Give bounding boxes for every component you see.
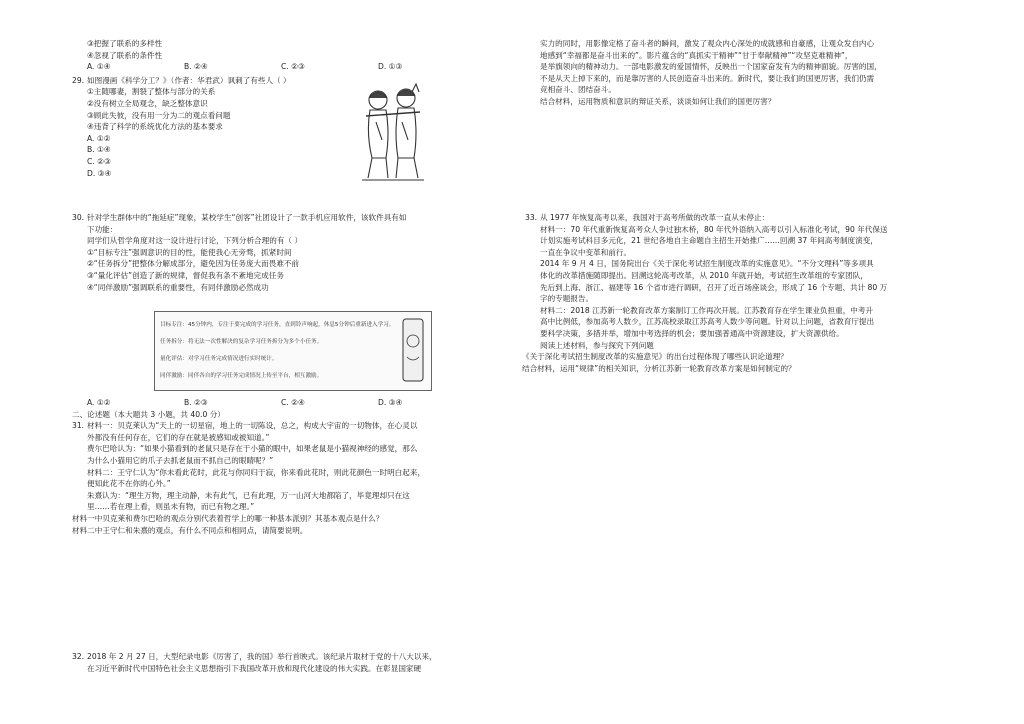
choice-b[interactable]: B. ①④: [87, 145, 111, 155]
choice-d[interactable]: D. ③④: [378, 398, 403, 407]
q33-line-7: 字的专题报告。: [540, 294, 594, 304]
question-stem: 如图漫画《科学分工？》（作者：华君武）讽刺了有些人（ ）: [87, 75, 291, 85]
q31-line-4: 为什么小猫用它的爪子去抓老鼠而不抓自己的眼睛呢？”: [87, 455, 274, 465]
q29-item-3: ③顾此失彼，没有用一分为二的观点看问题: [87, 110, 231, 120]
phone-illustration: [401, 317, 425, 383]
q31-line-7: 朱熹认为：“理生万物，理主动静，未有此气，已有此理，万一山河大地都陷了，毕竟理却只在这: [87, 490, 410, 500]
q33-stem: 从 1977 年恢复高考以来，我国对于高考所做的改革一直从未停止：: [540, 213, 770, 222]
q31-line-2: 外都没有任何存在，它们的存在就是被感知或被知道。”: [87, 432, 270, 442]
q30-item-4: ④“同伴激励”强调联系的重要性，有同伴激励必然成功: [87, 282, 269, 292]
q31-line-5: 材料二：王守仁认为“你未看此花时，此花与你同归于寂，你来看此花时，则此花颜色一时明白起来，: [87, 467, 426, 477]
q31-ask-2: 材料二中王守仁和朱熹的观点，有什么不同点和相同点，请简要说明。: [72, 525, 308, 535]
q28-choices: [72, 61, 512, 73]
box-row-4: 同伴激励：同伴各自的学习任务完成情况上传至平台，相互激励。: [160, 373, 323, 379]
q32-continuation: [522, 38, 962, 108]
q28-option-3: ③把握了联系的多样性: [87, 39, 163, 48]
q32-cont-line-4: 不是从天上掉下来的，而是靠厉害的人民创造奋斗出来的。新时代，要让我们的国更厉害，我们仍需: [540, 73, 875, 83]
question-stem-line-3: 同学们从哲学角度对这一设计进行讨论，下列分析合理的有（ ）: [87, 236, 303, 246]
box-row-3: 量化评估：对学习任务完成情况进行实时统计。: [160, 356, 278, 362]
choice-a[interactable]: A. ①④: [87, 62, 111, 72]
left-column: [72, 38, 512, 179]
q29-item-4: ④违背了科学的系统优化方法的基本要求: [87, 122, 223, 132]
q33-line-3: 一直在争议中变革和前行。: [540, 247, 632, 257]
choice-b[interactable]: B. ②④: [184, 62, 208, 72]
question-number: 33.: [525, 213, 538, 222]
q33-ask-2: 结合材料，运用“规律”的相关知识，分析江苏新一轮教育改革方案是如何制定的？: [522, 363, 796, 373]
q33-line-1: 材料一：70 年代重新恢复高考众人争过独木桥，80 年代外语纳入高考以引入标准化考试，90 年代保送: [540, 224, 888, 234]
q30-item-1: ①“目标专注”强调意识的目的性，能使我心无旁骛，抓紧时间: [87, 247, 292, 257]
q33-ask-1: 《关于深化考试招生制度改革的实施意见》的出台过程体现了哪些认识论道理？: [522, 352, 788, 362]
choice-d[interactable]: D. ③④: [87, 168, 112, 178]
choice-d[interactable]: D. ①③: [378, 62, 403, 72]
question-32: [72, 651, 512, 674]
q30-item-3: ③“量化评估”创造了新的规律，督促我有条不紊地完成任务: [87, 270, 284, 280]
question-31: [72, 420, 512, 536]
question-stem-line-1: 针对学生群体中的“拖延症”现象，某校学生“创客”社团设计了一款手机应用软件，该软件具有如: [87, 213, 407, 222]
question-stem-line-2: 下功能：: [87, 224, 118, 234]
choice-a[interactable]: A. ①②: [87, 133, 111, 143]
box-row-2: 任务拆分：将无法一次性解决的复杂学习任务拆分为多个小任务。: [160, 339, 323, 345]
question-number: 32.: [72, 652, 85, 661]
q33-line-5: 体化的改革措施随即提出。回溯这轮高考改革，从 2010 年就开始，考试招生改革组的专家团队，: [540, 270, 868, 280]
q30-item-2: ②“任务拆分”把整体分解成部分，避免因为任务庞大而畏难不前: [87, 259, 300, 269]
question-30: [72, 212, 512, 293]
choice-c[interactable]: C. ②④: [281, 398, 305, 407]
choice-a[interactable]: A. ①②: [87, 398, 111, 407]
question-number: 29.: [72, 75, 85, 85]
q33-line-8: 材料二：2018 江苏新一轮教育改革方案制订工作再次开展。江苏教育存在学生课业负担重，中考升: [540, 305, 874, 315]
q28-tail: [72, 38, 512, 73]
q33-line-10: 要科学决策，多措并举，增加中考选择的机会；要加强普通高中资源建设，扩大资源供给。: [540, 328, 844, 338]
q30-choices: [72, 397, 512, 409]
cartoon-illustration: [352, 78, 434, 186]
section-heading: 二、论述题（本大题共 3 小题，共 40.0 分）: [72, 409, 225, 419]
choice-c[interactable]: C. ②③: [281, 62, 305, 72]
q32-line-1: 2018 年 2 月 27 日，大型纪录电影《厉害了，我的国》举行首映式。该纪录片取材于党的十八大以来，: [87, 652, 437, 661]
q32-cont-line-1: 实力的同时，用影像定格了奋斗者的瞬间，激发了观众内心深处的成就感和自豪感，让观众发自内心: [540, 39, 875, 48]
q32-cont-line-5: 竞相奋斗、团结奋斗。: [540, 85, 616, 95]
q33-line-6: 先后到上海、浙江、福建等 16 个省市进行调研，召开了近百场座谈会，形成了 16 个专题、共计 80 万: [540, 282, 888, 292]
q33-line-4: 2014 年 9 月 4 日，国务院出台《关于深化考试招生制度改革的实施意见》。“不分文理科”等多项具: [540, 259, 874, 269]
q29-item-2: ②没有树立全局观念，缺乏整体意识: [87, 98, 208, 108]
choice-b[interactable]: B. ②③: [184, 398, 208, 407]
q32-line-2: 在习近平新时代中国特色社会主义思想指引下我国改革开放和现代化建设的伟大实践。在彰显国家硬: [87, 663, 422, 673]
app-feature-box: [154, 311, 432, 391]
question-29: [72, 75, 512, 179]
q31-line-1: 材料一：贝克莱认为“天上的一切星宿，地上的一切陈设，总之，构成大宇宙的一切物体，在心灵以: [87, 421, 418, 431]
q31-line-6: 便知此花不在你的心外。”: [87, 479, 171, 489]
q33-line-9: 高中比例低，参加高考人数少，江苏高校录取江苏高考人数少等问题。针对以上问题，省教育厅提出: [540, 317, 875, 327]
q33-line-11: 阅读上述材料，参与探究下列问题: [540, 340, 654, 350]
box-row-1: 目标专注：45分钟内，专注于要完成的学习任务，直到铃声响起，休息5分钟后重新进入学习。: [160, 322, 395, 328]
question-number: 31.: [72, 421, 85, 431]
question-33: [522, 212, 962, 374]
q33-line-2: 计划实施考试科目多元化，21 世纪各地自主命题自主招生开始推广……回溯 37 年间高考制度演变，: [540, 236, 878, 246]
q32-ask: 结合材料，运用物质和意识的辩证关系，谈谈如何让我们的国更厉害？: [540, 96, 776, 106]
choice-c[interactable]: C. ②③: [87, 156, 111, 166]
q30-choices-block: [72, 397, 512, 536]
q28-option-4: ④忽视了联系的条件性: [87, 50, 163, 60]
question-number: 30.: [72, 213, 85, 222]
q31-ask-1: 材料一中贝克莱和费尔巴哈的观点分别代表着哲学上的哪一种基本派别？其基本观点是什么？: [72, 513, 384, 523]
q32-cont-line-2: 地感到“幸福都是奋斗出来的”。影片蕴含的“真抓实干精神”“甘于奉献精神”“攻坚克难精神”，: [540, 50, 853, 60]
q29-item-1: ①主随哪妻，割裂了整体与部分的关系: [87, 87, 216, 97]
q31-line-3: 费尔巴哈认为：“如果小猫看到的老鼠只是存在于小猫的眼中，如果老鼠是小猫视神经的感觉，那么: [87, 444, 418, 454]
q31-line-8: 里……若在理上看，则虽未有物，而已有物之理。”: [87, 502, 255, 512]
q32-cont-line-3: 是举旗领向的精神动力。一部电影激发的爱国情怀，反映出一个国家奋发有为的精神面貌。厉害的国，: [540, 62, 882, 72]
right-column: [522, 38, 962, 108]
